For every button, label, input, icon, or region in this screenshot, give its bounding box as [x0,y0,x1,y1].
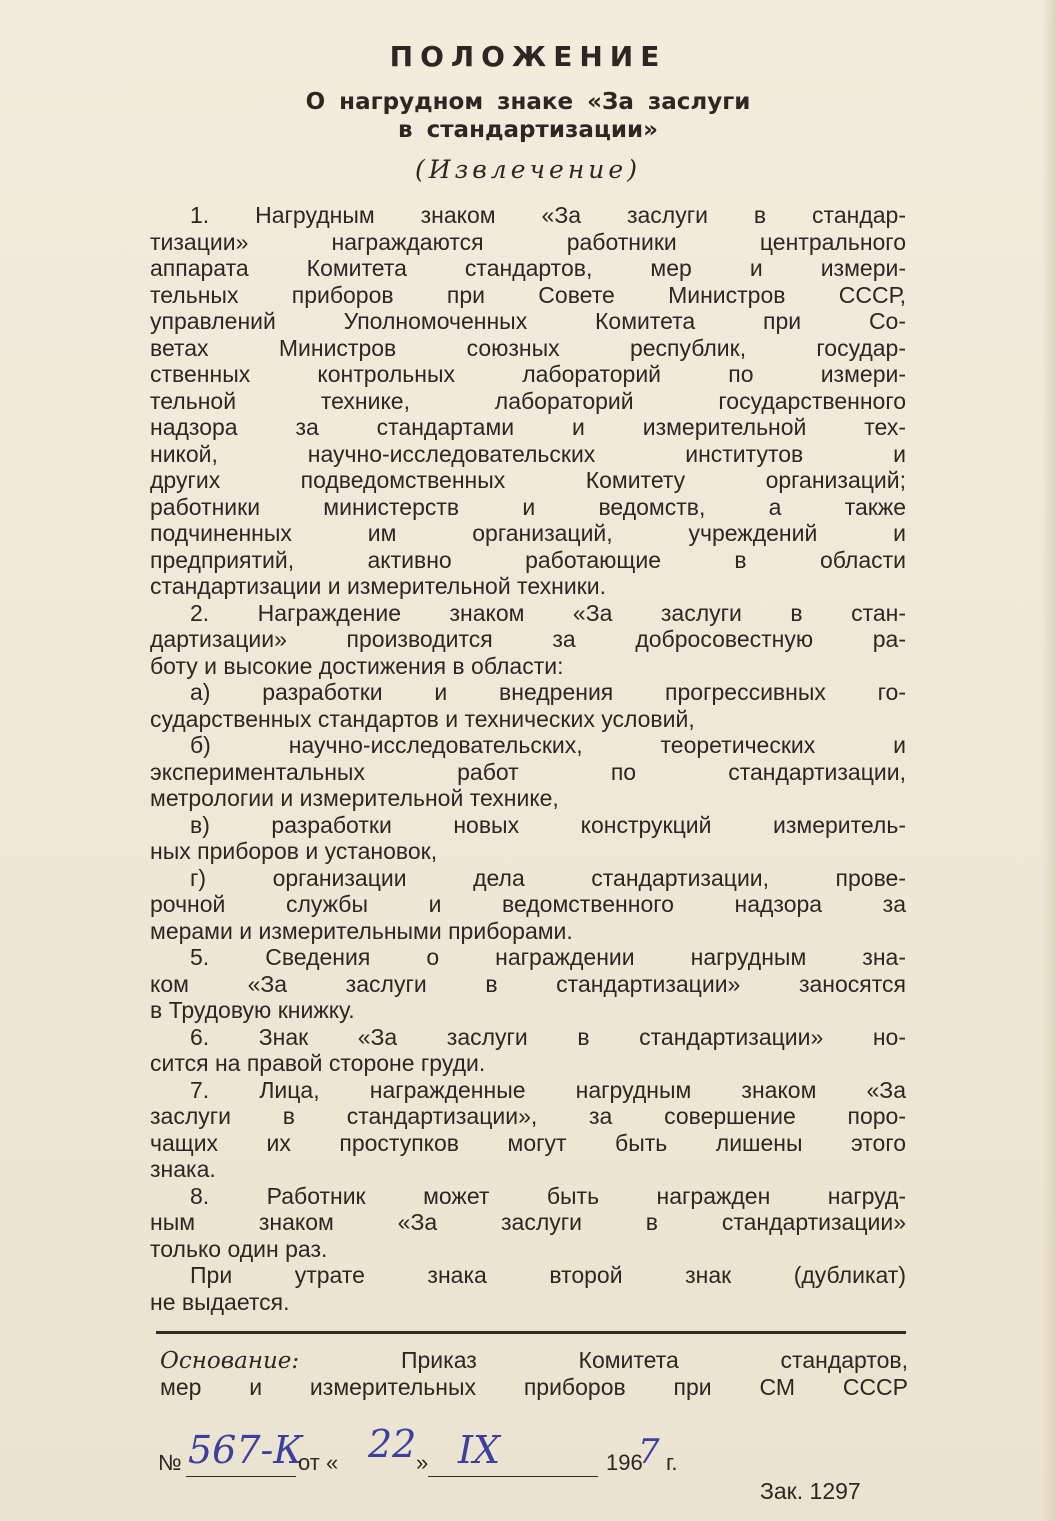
handwritten-month: IX [458,1428,501,1472]
body-line: предприятий, активно работающие в области [150,546,906,573]
body-line: ных приборов и установок, [150,838,438,864]
body-line: управлений Уполномоченных Комитета при Со- [150,308,906,334]
extract-label: (Извлечение) [415,155,641,184]
body-line: 7. Лица, награжденные нагрудным знаком «За [190,1076,906,1103]
body-line: других подведомственных Комитету организаций; [150,467,906,493]
print-order-number: Зак. 1297 [760,1478,861,1504]
handwritten-day: 22 [368,1422,417,1466]
body-line: метрологии и измерительной технике, [150,785,559,811]
body-line: 2. Награждение знаком «За заслуги в стан- [190,599,906,626]
subtitle-line: в стандартизации» [398,117,658,143]
body-line: тизации» награждаются работники центрального [150,228,906,255]
body-line: тельных приборов при Совете Министров СССР, [150,281,906,308]
year-prefix: 196 [606,1450,643,1475]
body-line: б) научно-исследовательских, теоретических и [190,732,906,758]
body-line: никой, научно-исследовательских институтов и [150,440,906,467]
body-line: При утрате знака второй знак (дубликат) [190,1262,906,1288]
fill-line [428,1476,598,1477]
body-line: рочной службы и ведомственного надзора за [150,891,906,917]
body-line: работники министерств и ведомств, а также [150,493,906,520]
handwritten-order-number: 567-К [188,1428,303,1472]
basis-line: мер и измерительных приборов при СМ СССР [160,1373,908,1400]
body-line: аппарата Комитета стандартов, мер и измери- [150,255,906,281]
subtitle-line: О нагрудном знаке «За заслуги [305,89,751,115]
body-line: ветах Министров союзных республик, государ- [150,334,906,361]
handwritten-year-digit: 7 [638,1432,660,1472]
document-title: ПОЛОЖЕНИЕ [389,40,667,73]
year-suffix: г. [666,1450,678,1475]
body-line: 1. Нагрудным знаком «За заслуги в стандар- [190,202,906,228]
fill-line [186,1476,296,1477]
body-line: в Трудовую книжку. [150,997,355,1023]
body-line: ственных контрольных лабораторий по измери- [150,361,906,387]
body-line: заслуги в стандартизации», за совершение поро- [150,1103,906,1129]
body-line: только один раз. [150,1235,328,1262]
number-label: № [158,1450,182,1475]
body-line: а) разработки и внедрения прогрессивных го- [190,679,906,705]
separator-rule [156,1331,906,1334]
body-line: не выдается. [150,1288,290,1315]
body-line: г) организации дела стандартизации, прове- [190,864,906,891]
body-line: ком «За заслуги в стандартизации» заносятся [150,970,906,997]
body-line: мерами и измерительными приборами. [150,917,573,944]
body-line: в) разработки новых конструкций измеритель- [190,811,906,838]
body-line: 5. Сведения о награждении нагрудным зна- [190,944,906,970]
body-line: чащих их проступков могут быть лишены этого [150,1129,906,1156]
body-line: 8. Работник может быть награжден нагруд- [190,1182,906,1209]
date-from-label: от « [298,1450,339,1475]
basis-text: Приказ Комитета стандартов, [400,1347,908,1373]
basis-line [160,1347,908,1374]
body-line: экспериментальных работ по стандартизации, [150,758,906,785]
body-line: подчиненных им организаций, учреждений и [150,520,906,546]
basis-label: Основание: [160,1348,300,1374]
paper-edge [1042,0,1056,1521]
body-line: боту и высокие достижения в области: [150,652,564,679]
order-reference [158,1422,718,1488]
document-subtitle [0,88,1056,144]
body-line: стандартизации и измерительной техники. [150,573,606,599]
body-line: сударственных стандартов и технических условий, [150,705,695,732]
body-line: дартизации» производится за добросовестную ра- [150,626,906,652]
body-line: сится на правой стороне груди. [150,1050,486,1076]
body-line: знака. [150,1156,216,1182]
body-text [150,202,906,1315]
basis-block [160,1347,908,1400]
body-line: 6. Знак «За заслуги в стандартизации» но- [190,1023,906,1050]
body-line: надзора за стандартами и измерительной тех- [150,414,906,440]
body-line: ным знаком «За заслуги в стандартизации» [150,1209,906,1235]
body-line: тельной технике, лабораторий государственного [150,387,906,414]
close-quote: » [416,1450,429,1475]
